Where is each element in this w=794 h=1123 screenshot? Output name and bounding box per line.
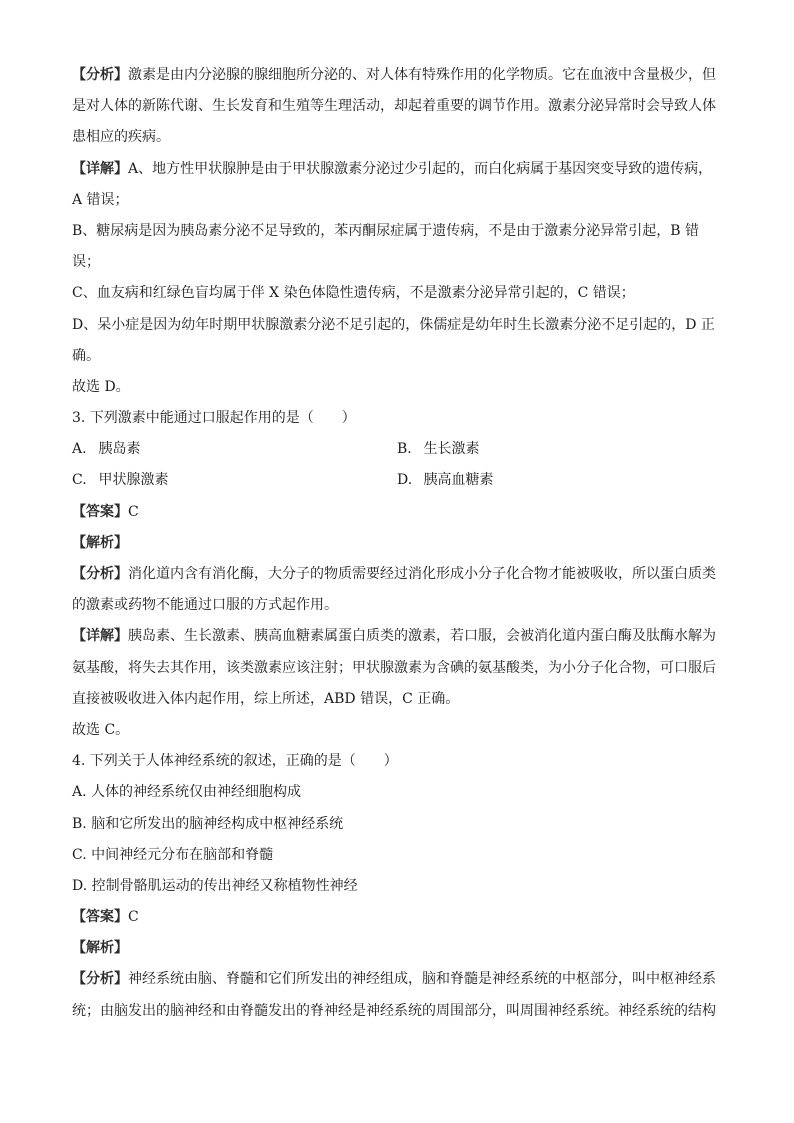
q3-option-a [72,434,397,465]
text-line [72,216,722,247]
text-line [72,60,722,91]
text-line [72,403,722,434]
text-line [72,341,722,372]
text-line [72,528,722,559]
section-tag: 【答案】 [72,909,128,926]
text-line [72,497,722,528]
section-tag: 【解析】 [72,534,128,551]
text-line [72,777,722,808]
text-line [72,809,722,840]
line-text: A. 人体的神经系统仅由神经细胞构成 [72,784,302,801]
text-line [72,310,722,341]
text-line [72,996,722,1027]
text-line [72,746,722,777]
text-line [72,247,722,278]
q3-options-row-2 [72,465,722,496]
text-line [72,964,722,995]
line-text: 3. 下列激素中能通过口服起作用的是（ ） [72,410,356,427]
option-text: 生长激素 [423,441,480,458]
line-text: C [128,503,139,520]
q3-options-row-1 [72,434,722,465]
option-text: 甲状腺激素 [98,472,169,489]
line-text: 误； [72,254,100,271]
text-line [72,185,722,216]
option-key: B. [397,441,412,458]
option-key: A. [72,441,87,458]
text-line [72,559,722,590]
text-line [72,684,722,715]
text-line [72,122,722,153]
text-line [72,590,722,621]
section-tag: 【分析】 [72,566,128,582]
answer-block-q3-q4 [72,497,722,1027]
line-text: D. 控制骨骼肌运动的传出神经又称植物性神经 [72,877,358,894]
text-line [72,840,722,871]
line-text: 患相应的疾病。 [72,129,170,146]
line-text: 激素是由内分泌腺的腺细胞所分泌的、对人体有特殊作用的化学物质。它在血液中含量极少，但 [128,67,716,83]
text-line [72,278,722,309]
text-line [72,933,722,964]
line-text: 是对人体的新陈代谢、生长发育和生殖等生理活动，却起着重要的调节作用。激素分泌异常时会导致人体 [72,98,716,115]
q3-option-c [72,465,397,496]
line-text: 统；由脑发出的脑神经和由脊髓发出的脊神经是神经系统的周围部分，叫周围神经系统。神经系统的结构 [72,1002,716,1019]
text-line [72,653,722,684]
line-text: C. 中间神经元分布在脑部和脊髓 [72,846,274,863]
line-text: C [128,909,139,926]
line-text: 氨基酸，将失去其作用，该类激素应该注射；甲状腺激素为含碘的氨基酸类，为小分子化合物，可口服后 [72,659,716,676]
q3-option-b [397,434,722,465]
text-line [72,91,722,122]
section-tag: 【详解】 [72,160,128,177]
section-tag: 【详解】 [72,628,128,645]
line-text: 故选 D。 [72,378,130,395]
text-line [72,621,722,652]
section-tag: 【答案】 [72,503,128,520]
text-line [72,902,722,933]
section-tag: 【解析】 [72,940,128,957]
line-text: 4. 下列关于人体神经系统的叙述，正确的是（ ） [72,753,398,770]
option-key: C. [72,472,87,489]
analysis-block-q2 [72,60,722,434]
text-line [72,154,722,185]
line-text: B. 脑和它所发出的脑神经构成中枢神经系统 [72,815,344,832]
q3-option-d [397,465,722,496]
line-text: B、糖尿病是因为胰岛素分泌不足导致的，苯丙酮尿症属于遗传病，不是由于激素分泌异常引起，B 错 [72,222,700,239]
line-text: 神经系统由脑、脊髓和它们所发出的神经组成，脑和脊髓是神经系统的中枢部分，叫中枢神经系 [128,971,716,988]
line-text: C、血友病和红绿色盲均属于伴 X 染色体隐性遗传病，不是激素分泌异常引起的，C 错误； [72,285,635,302]
line-text: 直接被吸收进入体内起作用，综上所述，ABD 错误，C 正确。 [72,690,460,707]
line-text: 的激素或药物不能通过口服的方式起作用。 [72,597,338,614]
line-text: 确。 [72,347,100,364]
line-text: D、呆小症是因为幼年时期甲状腺激素分泌不足引起的，侏儒症是幼年时生长激素分泌不足引起的，D 正 [72,316,715,333]
section-tag: 【分析】 [72,971,128,988]
option-key: D. [397,472,413,489]
line-text: A、地方性甲状腺肿是由于甲状腺激素分泌过少引起的，而白化病属于基因突变导致的遗传病， [128,160,713,177]
text-line [72,715,722,746]
line-text: 消化道内含有消化酶，大分子的物质需要经过消化形成小分子化合物才能被吸收，所以蛋白质类 [128,566,716,582]
document-page [72,60,722,1027]
section-tag: 【分析】 [72,67,128,83]
text-line [72,372,722,403]
line-text: 故选 C。 [72,721,130,738]
option-text: 胰高血糖素 [423,472,494,489]
option-text: 胰岛素 [98,441,141,458]
line-text: A 错误； [72,191,129,208]
line-text: 胰岛素、生长激素、胰高血糖素属蛋白质类的激素，若口服，会被消化道内蛋白酶及肽酶水解为 [128,628,716,645]
text-line [72,871,722,902]
